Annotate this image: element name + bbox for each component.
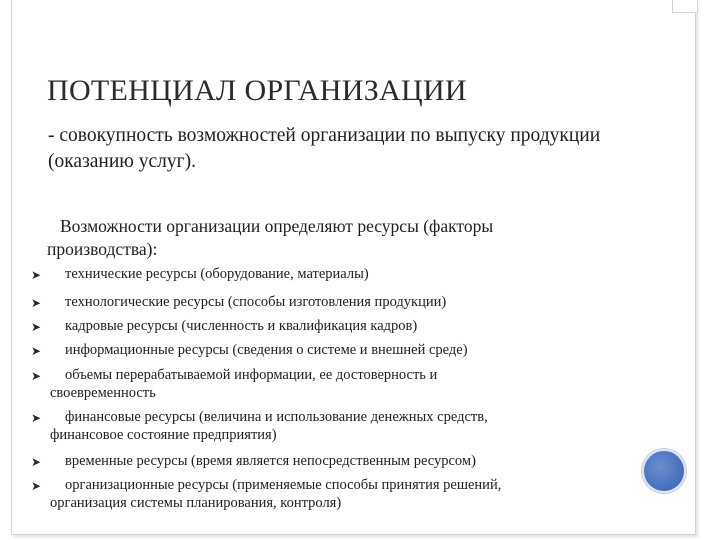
- arrow-right-bullet-icon: ➤: [31, 268, 42, 282]
- arrow-right-bullet-icon: ➤: [31, 411, 42, 425]
- list-item-text: финансовые ресурсы (величина и использование денежных средств,: [65, 409, 488, 425]
- arrow-right-bullet-icon: ➤: [31, 296, 42, 310]
- list-item: [50, 367, 660, 402]
- definition-text: - совокупность возможностей организации по выпуску продукции (оказанию услуг).: [48, 125, 601, 172]
- list-item-continuation: организация системы планирования, контроля): [50, 494, 342, 511]
- arrow-right-bullet-icon: ➤: [31, 369, 42, 383]
- list-item: [50, 294, 660, 312]
- list-item-text: организационные ресурсы (применяемые способы принятия решений,: [65, 477, 502, 493]
- list-item: [50, 266, 660, 284]
- slide-corner-tab: [672, 0, 698, 13]
- list-item: [50, 342, 660, 360]
- slide-title: ПОТЕНЦИАЛ ОРГАНИЗАЦИИ: [47, 74, 467, 107]
- arrow-right-bullet-icon: ➤: [31, 344, 42, 358]
- list-item-continuation: финансовое состояние предприятия): [50, 426, 277, 443]
- list-item-text: информационные ресурсы (сведения о системе и внешней среде): [65, 342, 468, 358]
- list-item: [50, 477, 660, 512]
- arrow-right-bullet-icon: ➤: [31, 479, 42, 493]
- arrow-right-bullet-icon: ➤: [31, 455, 42, 469]
- list-item-text: технические ресурсы (оборудование, материалы): [65, 266, 369, 282]
- list-item-continuation: своевременность: [50, 384, 156, 401]
- list-item: [50, 453, 660, 471]
- lead-text: [47, 215, 660, 261]
- list-item-text: технологические ресурсы (способы изготовления продукции): [65, 294, 447, 310]
- lead-line-2: производства):: [47, 239, 158, 259]
- arrow-right-bullet-icon: ➤: [31, 320, 42, 334]
- list-item-text: кадровые ресурсы (численность и квалификация кадров): [65, 318, 418, 334]
- list-item-text: временные ресурсы (время является непосредственным ресурсом): [65, 453, 476, 469]
- decorative-circle: [642, 449, 686, 493]
- lead-line-1: Возможности организации определяют ресурсы (факторы: [60, 216, 494, 236]
- list-item: [50, 409, 660, 444]
- list-item: [50, 318, 660, 336]
- list-item-text: объемы перерабатываемой информации, ее достоверность и: [65, 367, 438, 383]
